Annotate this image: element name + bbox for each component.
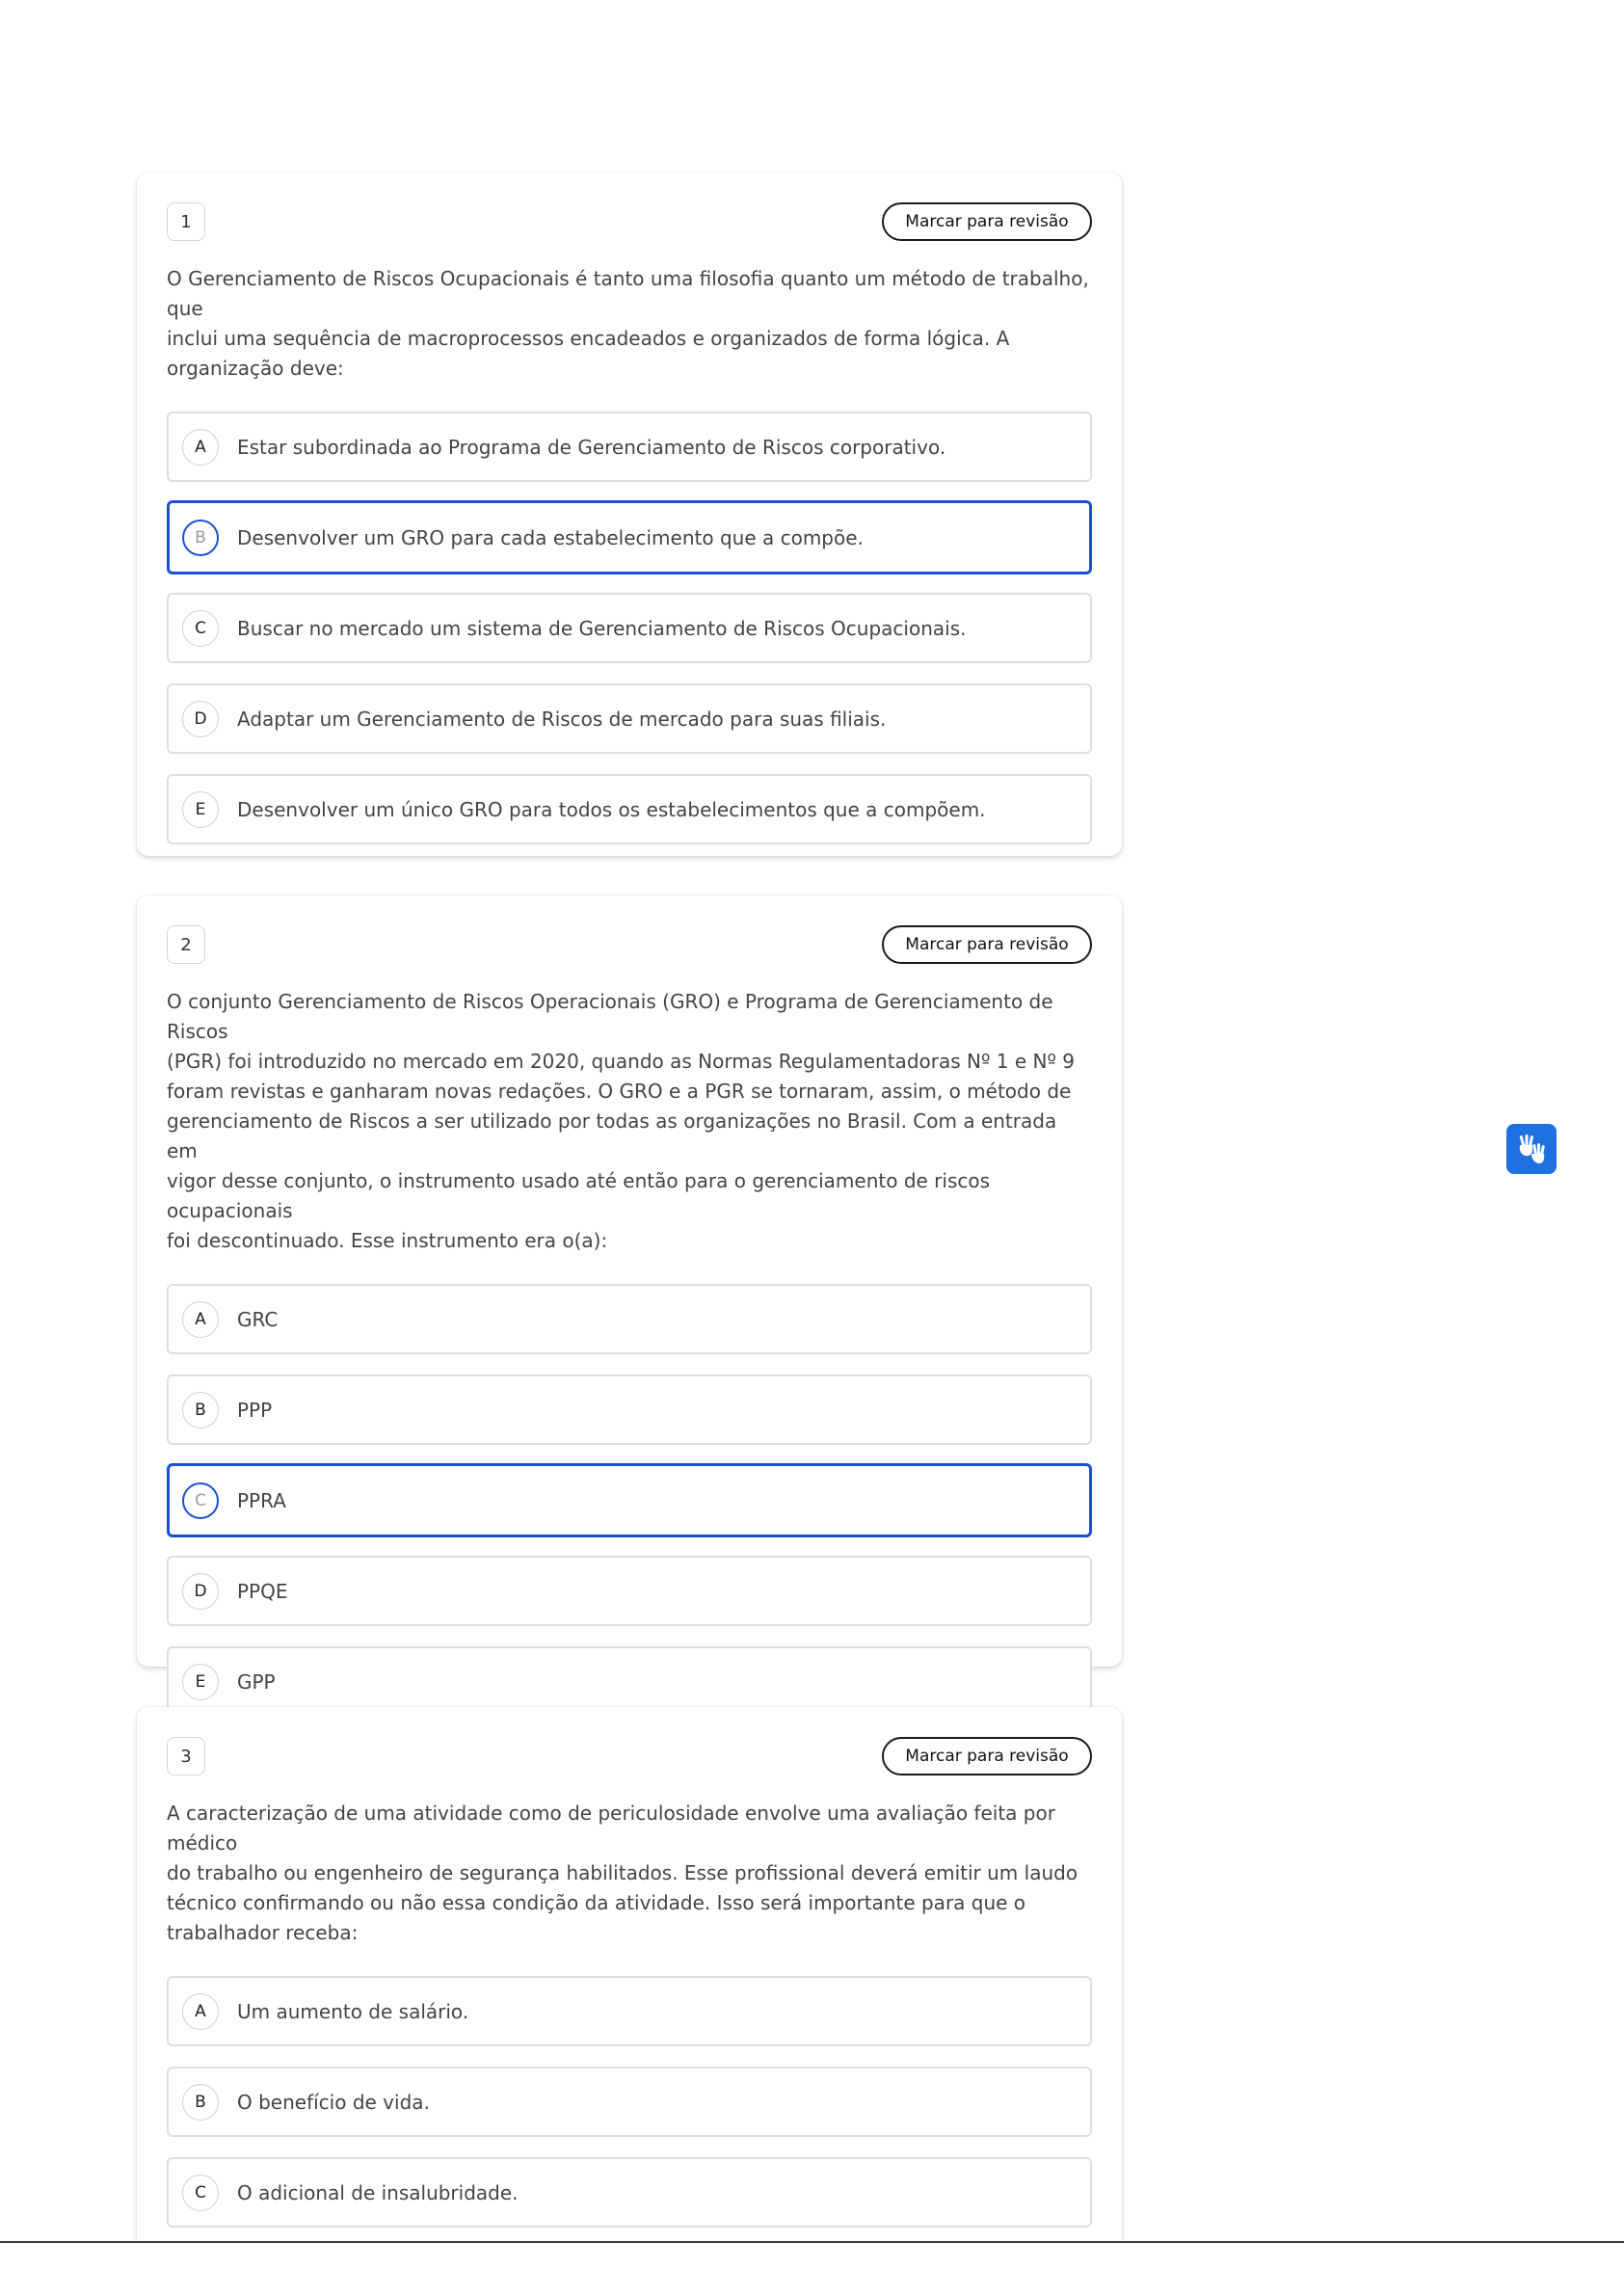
option-text: GPP <box>237 1669 276 1694</box>
sign-language-accessibility-button[interactable] <box>1506 1124 1557 1174</box>
question-stem-text: O conjunto Gerenciamento de Riscos Operacionais (GRO) e Programa de Gerenciamento de Riscos (PGR) foi introduzido no mercado em 2020, quando as Normas Regulamentadoras Nº 1 e Nº 9 foram revistas e ganharam novas redações. O GRO e a PGR se tornaram, assim, o método de gerenciamento de Riscos a ser utilizado por todas as organizações no Brasil. Com a entrada em vigor desse conjunto, o instrumento usado até então para o gerenciamento de riscos ocupacionais foi descontinuado. Esse instrumento era o(a): <box>167 990 1075 1252</box>
option-text: O benefício de vida. <box>237 2090 430 2114</box>
bottom-bar <box>0 2241 1624 2296</box>
option-text: Buscar no mercado um sistema de Gerenciamento de Riscos Ocupacionais. <box>237 616 967 640</box>
option-letter: B <box>182 520 219 556</box>
option-letter: C <box>182 1482 219 1519</box>
question-stem-text: A caracterização de uma atividade como de periculosidade envolve uma avaliação feita por médico do trabalho ou engenheiro de segurança habilitados. Esse profissional deverá emitir um laudo técnico confirmando ou não essa condição da atividade. Isso será importante para que o trabalhador receba: <box>167 1802 1078 1944</box>
answer-option-b[interactable] <box>167 1375 1092 1445</box>
question-stem <box>167 987 1092 1256</box>
answer-option-d[interactable] <box>167 683 1092 754</box>
question-card-3 <box>137 1707 1122 2296</box>
option-letter: D <box>182 1573 219 1610</box>
option-letter: A <box>182 429 219 466</box>
answer-option-c[interactable] <box>167 593 1092 663</box>
option-letter: D <box>182 701 219 737</box>
option-text: PPRA <box>237 1488 286 1512</box>
answer-option-a[interactable] <box>167 412 1092 482</box>
option-text: Estar subordinada ao Programa de Gerenciamento de Riscos corporativo. <box>237 435 946 459</box>
option-text: PPP <box>237 1398 273 1422</box>
answer-option-d[interactable] <box>167 1556 1092 1626</box>
question-number: 1 <box>167 202 205 241</box>
answer-options <box>167 1976 1092 2228</box>
question-header <box>167 925 1092 964</box>
answer-option-a[interactable] <box>167 1284 1092 1354</box>
option-text: PPQE <box>237 1579 288 1603</box>
option-letter: C <box>182 610 219 647</box>
option-letter: E <box>182 791 219 828</box>
question-stem <box>167 264 1092 384</box>
option-text: GRC <box>237 1307 279 1331</box>
answer-option-c-selected[interactable] <box>167 1463 1092 1537</box>
mark-for-review-button[interactable]: Marcar para revisão <box>882 925 1092 964</box>
option-letter: C <box>182 2175 219 2211</box>
option-letter: B <box>182 1392 219 1428</box>
answer-option-b-selected[interactable] <box>167 500 1092 574</box>
answer-option-b[interactable] <box>167 2067 1092 2137</box>
option-text: Adaptar um Gerenciamento de Riscos de mercado para suas filiais. <box>237 707 887 731</box>
question-header <box>167 202 1092 241</box>
option-text: Desenvolver um GRO para cada estabelecimento que a compõe. <box>237 525 864 549</box>
answer-options <box>167 412 1092 844</box>
answer-option-e[interactable] <box>167 774 1092 844</box>
sign-language-hands-icon <box>1515 1133 1548 1165</box>
option-text: Desenvolver um único GRO para todos os estabelecimentos que a compõem. <box>237 797 986 821</box>
question-stem <box>167 1799 1092 1948</box>
mark-for-review-button[interactable]: Marcar para revisão <box>882 1737 1092 1775</box>
question-card-1 <box>137 173 1122 856</box>
question-stem-text: O Gerenciamento de Riscos Ocupacionais é tanto uma filosofia quanto um método de trabalho, que inclui uma sequência de macroprocessos encadeados e organizados de forma lógica. A organização deve: <box>167 267 1089 380</box>
option-letter: A <box>182 1993 219 2030</box>
answer-option-c[interactable] <box>167 2157 1092 2228</box>
option-text: O adicional de insalubridade. <box>237 2180 519 2204</box>
option-text: Um aumento de salário. <box>237 1999 469 2023</box>
option-letter: B <box>182 2084 219 2121</box>
question-number: 3 <box>167 1737 205 1775</box>
question-number: 2 <box>167 925 205 964</box>
question-card-2 <box>137 895 1122 1694</box>
question-header <box>167 1737 1092 1775</box>
answer-options <box>167 1284 1092 1717</box>
option-letter: E <box>182 1664 219 1700</box>
option-letter: A <box>182 1301 219 1338</box>
mark-for-review-button[interactable]: Marcar para revisão <box>882 202 1092 241</box>
answer-option-a[interactable] <box>167 1976 1092 2046</box>
